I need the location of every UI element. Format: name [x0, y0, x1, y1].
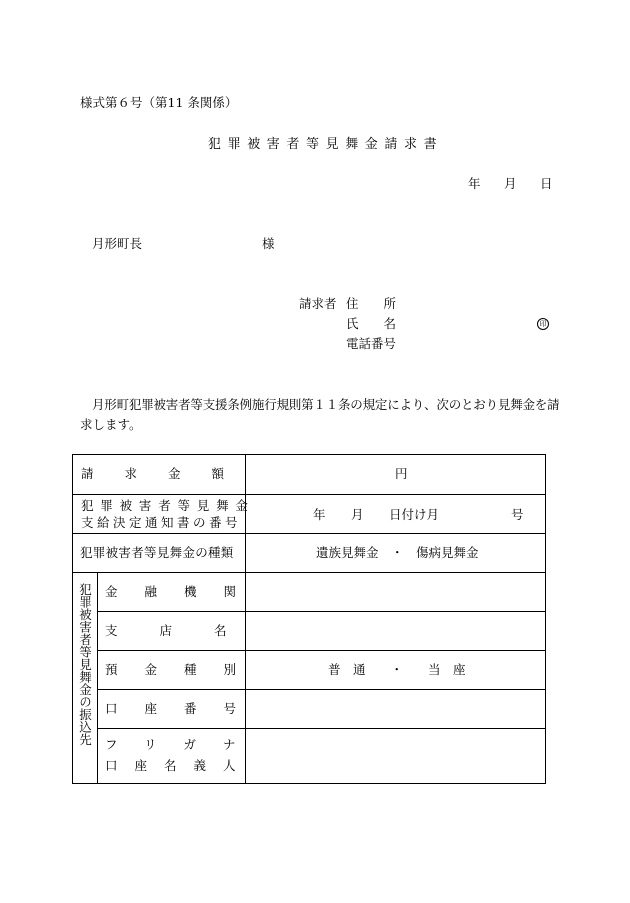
bank-field[interactable]	[249, 576, 541, 606]
amount-label-text: 請求金額	[81, 466, 256, 481]
date-day-label: 日	[540, 176, 553, 191]
date-year-label: 年	[468, 176, 481, 191]
type-options[interactable]: 遺族見舞金 ・ 傷病見舞金	[316, 545, 479, 560]
notice-year-label: 年	[313, 507, 326, 522]
deposit-type-label: 預金種別	[105, 662, 264, 677]
account-holder-field[interactable]	[249, 733, 541, 779]
notice-number-label: 号	[511, 507, 524, 522]
claimant-phone-label: 電話番号	[346, 336, 397, 351]
type-label: 犯罪被害者等見舞金の種類	[80, 545, 234, 560]
account-holder-label: 口座名義人	[105, 758, 253, 773]
form-number: 様式第６号（第11 条関係）	[80, 95, 238, 110]
bank-label-text: 金融機関	[105, 584, 264, 599]
amount-label	[81, 466, 256, 481]
amount-value-field[interactable]	[249, 459, 541, 489]
notice-label-line1: 犯罪被害者等見舞金	[81, 498, 255, 513]
branch-field[interactable]	[249, 615, 541, 645]
notice-month-label: 月	[351, 507, 364, 522]
date-month-label: 月	[504, 176, 517, 191]
addressee: 月形町長	[92, 236, 143, 251]
deposit-type-options[interactable]: 普 通 ・ 当 座	[328, 662, 466, 677]
body-text-line1: 月形町犯罪被害者等支援条例施行規則第１１条の規定により、次のとおり見舞金を請	[92, 397, 560, 412]
notice-label-line2: 支給決定通知書の番号	[81, 515, 242, 530]
bank-label	[105, 584, 264, 599]
honorific: 様	[262, 236, 275, 251]
claimant-name-label: 氏 名	[346, 316, 397, 331]
account-number-field[interactable]	[249, 693, 541, 723]
claimant-address-label: 住 所	[346, 296, 397, 311]
furigana-label: フリガナ	[105, 737, 263, 752]
branch-label: 支店名	[105, 623, 269, 638]
page-title: 犯罪被害者等見舞金請求書	[208, 137, 444, 152]
transfer-label: 犯罪被害者等見舞金の振込先	[77, 583, 93, 746]
claimant-label: 請求者	[299, 296, 337, 311]
seal-mark: 印	[537, 318, 549, 330]
body-text-line2: 求します。	[80, 417, 142, 432]
account-number-label: 口座番号	[105, 701, 264, 716]
notice-day-label: 日付け月	[389, 507, 440, 522]
request-table	[72, 454, 546, 784]
amount-unit: 円	[395, 466, 408, 481]
